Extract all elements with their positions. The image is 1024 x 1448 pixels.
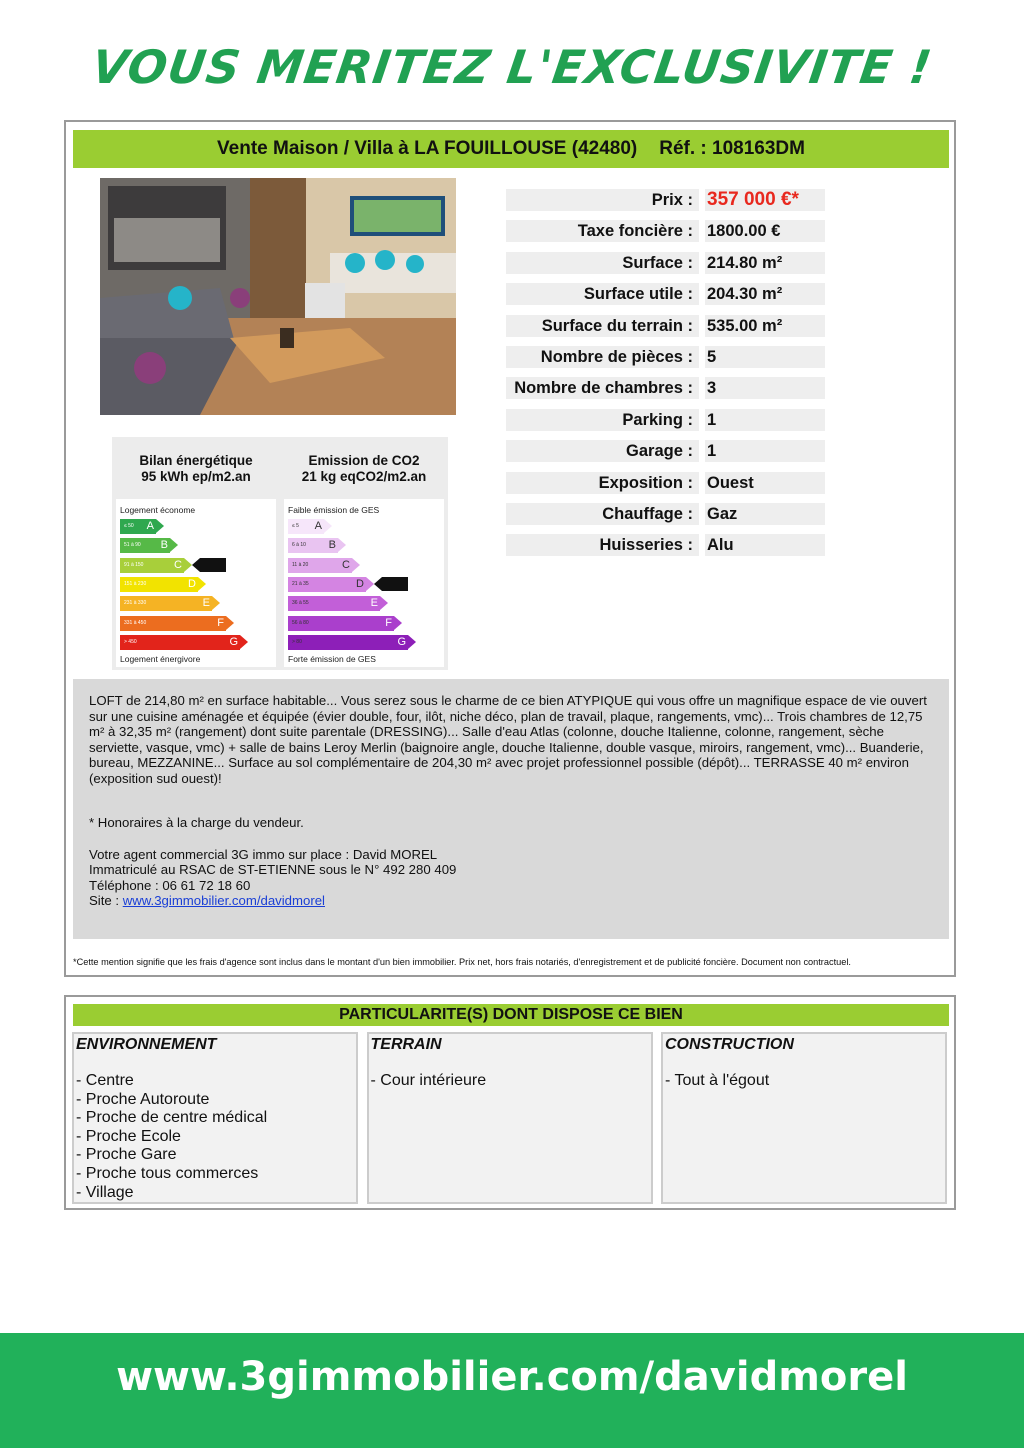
feature-item: - Cour intérieure: [370, 1072, 487, 1089]
ges-bar-c: [288, 558, 352, 573]
dpe-bar-tip: [212, 596, 220, 610]
property-row: [506, 472, 826, 494]
ges-bar-a: [288, 519, 324, 534]
feature-heading: CONSTRUCTION: [665, 1036, 794, 1053]
feature-item: - Proche Gare: [76, 1146, 177, 1164]
property-row: [506, 377, 826, 399]
property-value: 535.00 m²: [705, 315, 825, 337]
property-value: 1: [705, 440, 825, 462]
dpe-bar-range: 91 à 150: [124, 561, 144, 568]
ges-bar-letter: B: [328, 539, 336, 552]
feature-item: - Proche Autoroute: [76, 1090, 210, 1108]
dpe-bar-range: > 450: [124, 638, 137, 645]
property-value: 5: [705, 346, 825, 368]
feature-heading: TERRAIN: [370, 1036, 442, 1053]
property-label: Garage :: [506, 440, 699, 462]
feature-item: - Village: [76, 1183, 134, 1201]
listing-card: [64, 120, 956, 977]
ges-bar-letter: D: [356, 577, 364, 590]
features-title: PARTICULARITE(S) DONT DISPOSE CE BIEN: [73, 1004, 949, 1026]
dpe-bar-tip: [226, 616, 234, 630]
agent-line: Votre agent commercial 3G immo sur place : David MOREL: [89, 846, 438, 862]
property-value: 214.80 m²: [705, 252, 825, 274]
living-room-photo: [100, 178, 456, 415]
dpe-bar-letter: C: [174, 558, 182, 571]
agent-site: [89, 893, 933, 909]
agent-phone: Téléphone : 06 61 72 18 60: [89, 877, 251, 893]
dpe-bar-letter: F: [217, 616, 224, 629]
property-row: [506, 252, 826, 274]
ges-class-marker: [382, 577, 408, 591]
ges-top-caption: Faible émission de GES: [288, 505, 380, 515]
ges-bottom-caption: Forte émission de GES: [288, 654, 376, 664]
dpe-bar-tip: [170, 538, 178, 552]
ges-title: Emission de CO2: [308, 453, 420, 468]
ges-bar-range: 11 à 20: [292, 561, 309, 568]
listing-title: Vente Maison / Villa à LA FOUILLOUSE (42480): [217, 138, 638, 159]
ges-bar-letter: E: [370, 597, 378, 610]
dpe-bar-f: [120, 616, 226, 631]
property-row: [506, 220, 826, 242]
ges-bar-e: [288, 596, 380, 611]
dpe-value: 95 kWh ep/m2.an: [141, 469, 251, 484]
dpe-bar-letter: D: [188, 577, 196, 590]
ges-bar-tip: [394, 616, 402, 630]
property-label: Parking :: [506, 409, 699, 431]
footer-banner: [0, 1333, 1024, 1448]
dpe-title: Bilan énergétique: [139, 453, 253, 468]
site-label: Site :: [89, 893, 123, 908]
footnote: *Cette mention signifie que les frais d'agence sont inclus dans le montant d'un bien immobilier. Prix net, hors frais notariés, d'enregistrement et de publicité foncière. Document non contractuel.: [73, 957, 851, 967]
ges-chart: [284, 499, 444, 667]
feature-item: - Proche tous commerces: [76, 1164, 259, 1182]
dpe-bar-range: 331 à 450: [124, 619, 147, 626]
dpe-bar-b: [120, 538, 170, 553]
dpe-bar-tip: [198, 577, 206, 591]
ges-bar-letter: A: [314, 520, 322, 532]
ges-bar-range: 21 à 35: [292, 580, 309, 587]
dpe-column: [112, 437, 280, 670]
footer-url[interactable]: www.3gimmobilier.com/davidmorel: [116, 1354, 908, 1400]
property-photo: [100, 178, 456, 415]
dpe-class-marker: [200, 558, 226, 572]
description-box: [73, 679, 949, 939]
ges-bar-letter: F: [385, 616, 392, 629]
property-value: 1: [705, 409, 825, 431]
listing-title-bar: [73, 130, 949, 168]
property-row: [506, 534, 826, 556]
feature-item: - Tout à l'égout: [665, 1072, 770, 1089]
dpe-header: [112, 453, 280, 485]
dpe-bar-letter: E: [202, 597, 210, 610]
ges-bar-tip: [366, 577, 374, 591]
price-value: 357 000 €*: [705, 189, 825, 211]
property-row: [506, 315, 826, 337]
property-label: Nombre de pièces :: [506, 346, 699, 368]
dpe-bar-tip: [184, 558, 192, 572]
ges-bar-d: [288, 577, 366, 592]
feature-item: - Proche de centre médical: [76, 1109, 268, 1127]
property-row: [506, 346, 826, 368]
ges-bar-range: 56 à 80: [292, 619, 309, 626]
ges-bar-range: 6 à 10: [292, 542, 306, 549]
property-value: 1800.00 €: [705, 220, 825, 242]
ges-bar-g: [288, 635, 408, 650]
property-label: Chauffage :: [506, 503, 699, 525]
property-label: Huisseries :: [506, 534, 699, 556]
property-row: [506, 189, 826, 211]
ges-bar-f: [288, 616, 394, 631]
dpe-bar-e: [120, 596, 212, 611]
property-label: Surface :: [506, 252, 699, 274]
ges-bar-tip: [324, 519, 332, 533]
property-label: Exposition :: [506, 472, 699, 494]
dpe-bar-letter: G: [229, 635, 238, 648]
property-label: Surface utile :: [506, 283, 699, 305]
ges-column: [280, 437, 448, 670]
dpe-bar-range: 231 à 330: [124, 600, 147, 607]
ges-header: [280, 453, 448, 485]
ges-bar-tip: [408, 635, 416, 649]
ges-bar-range: > 80: [292, 638, 302, 645]
dpe-bar-letter: B: [160, 539, 168, 552]
feature-column-environnement: [72, 1032, 358, 1204]
ges-bar-tip: [380, 596, 388, 610]
ges-bar-letter: C: [342, 558, 350, 571]
property-label: Prix :: [506, 189, 699, 211]
property-value: 3: [705, 377, 825, 399]
feature-heading: ENVIRONNEMENT: [76, 1036, 217, 1053]
dpe-bar-g: [120, 635, 240, 650]
description-text: LOFT de 214,80 m² en surface habitable... Vous serez sous le charme de ce bien ATYPIQUE qui vous offre un magnifique espace de vie ouvert sur une cuisine aménagée et équipée (évier double, four, ilôt, niche déco, plan de travail, plaque, rangements, vmc)... Trois chambres de 12,75 m² à 32,35 m² (rangement) dont suite parentale (DRESSING)... Salle d'eau Atlas (colonne, douche Italienne, colonne, rangement, sèche serviette, vasque, vmc) + salle de bains Leroy Merlin (baignoire angle, douche Italienne, double vasque, miroirs, rangement, vmc)... Buanderie, bureau, MEZZANINE... Surface au sol complémentaire de 204,30 m² avec projet professionnel possible (dépôt)... TERRASSE 40 m² environ (exposition sud ouest)!: [89, 693, 927, 786]
ges-bar-range: ≤ 5: [292, 523, 299, 529]
feature-item: - Proche Ecole: [76, 1127, 181, 1145]
property-value: 204.30 m²: [705, 283, 825, 305]
dpe-bar-range: 51 à 90: [124, 542, 141, 549]
dpe-bar-tip: [240, 635, 248, 649]
listing-ref: Réf. : 108163DM: [659, 138, 805, 159]
property-value: Alu: [705, 534, 825, 556]
dpe-bar-letter: A: [146, 520, 154, 532]
property-row: [506, 409, 826, 431]
property-row: [506, 440, 826, 462]
feature-item: - Centre: [76, 1072, 134, 1089]
dpe-bar-c: [120, 558, 184, 573]
dpe-top-caption: Logement économe: [120, 505, 196, 515]
dpe-bar-range: ≤ 50: [124, 523, 134, 529]
property-value: Gaz: [705, 503, 825, 525]
dpe-chart: [116, 499, 276, 667]
property-label: Taxe foncière :: [506, 220, 699, 242]
energy-ratings: [112, 437, 448, 670]
dpe-bar-range: 151 à 230: [124, 580, 147, 587]
ges-bar-tip: [338, 538, 346, 552]
feature-column-terrain: [367, 1032, 653, 1204]
ges-bar-letter: G: [397, 635, 406, 648]
property-row: [506, 283, 826, 305]
property-row: [506, 503, 826, 525]
property-value: Ouest: [705, 472, 825, 494]
features-card: [64, 995, 956, 1210]
dpe-bar-tip: [156, 519, 164, 533]
feature-column-construction: [661, 1032, 947, 1204]
ges-bar-tip: [352, 558, 360, 572]
dpe-bottom-caption: Logement énergivore: [120, 654, 201, 664]
fees-note: * Honoraires à la charge du vendeur.: [89, 815, 304, 830]
ges-value: 21 kg eqCO2/m2.an: [301, 469, 427, 484]
ges-bar-b: [288, 538, 338, 553]
property-label: Nombre de chambres :: [506, 377, 699, 399]
property-label: Surface du terrain :: [506, 315, 699, 337]
dpe-bar-a: [120, 519, 156, 534]
agent-site-link[interactable]: www.3gimmobilier.com/davidmorel: [122, 893, 325, 908]
dpe-bar-d: [120, 577, 198, 592]
ges-bar-range: 36 à 55: [292, 600, 309, 607]
headline: VOUS MERITEZ L'EXCLUSIVITE !: [88, 40, 936, 94]
agent-registration: Immatriculé au RSAC de ST-ETIENNE sous le N° 492 280 409: [89, 862, 457, 877]
